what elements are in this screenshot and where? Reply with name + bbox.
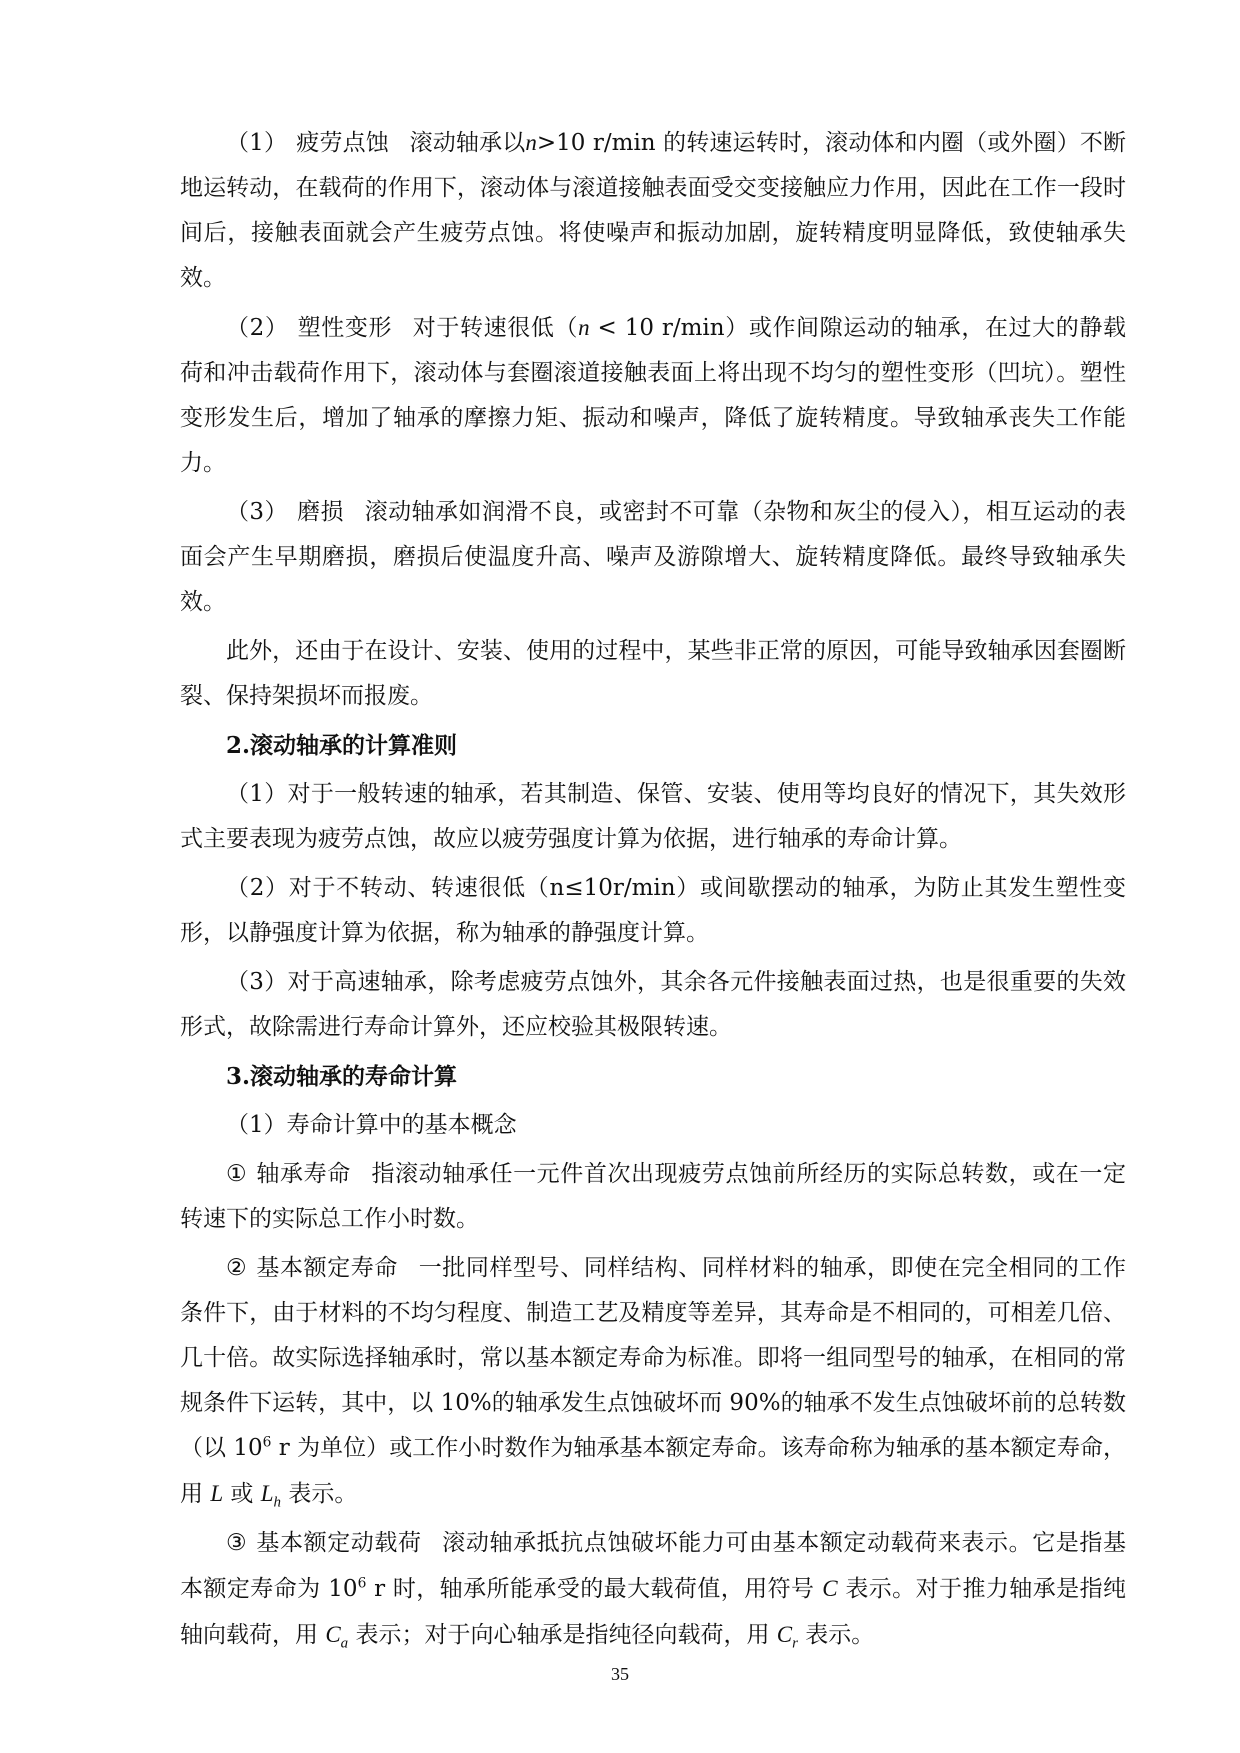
text-span: 一批同样型号、同样结构、同样材料的轴承，即使在完全相同的工作条件下，由于材料的不均匀程度、制造工艺及精度等差异，其寿命是不相同的，可相差几倍、几十倍。故实际选择轴承时，常以基本额定寿命为标准。即将一组同型号的轴承，在相同的常规条件下运转，其中，以 10%的轴承发生点蚀破坏而 90%的轴承不发生点蚀破坏前的总转数（以 10 bbox=[180, 1255, 1127, 1461]
paragraph-bearing-life bbox=[180, 1152, 1126, 1242]
text-span: 滚动轴承如润滑不良，或密封不可靠（杂物和灰尘的侵入），相互运动的表面会产生早期磨损，磨损后使温度升高、噪声及游隙增大、旋转精度降低。最终导致轴承失效。 bbox=[180, 499, 1127, 615]
term-bearing-life: 轴承寿命 bbox=[256, 1161, 351, 1187]
paragraph-rated-dynamic-load bbox=[180, 1521, 1126, 1658]
term-rated-life: 基本额定寿命 bbox=[256, 1255, 398, 1281]
symbol-n: n bbox=[578, 315, 590, 340]
paragraph-wear bbox=[180, 490, 1126, 625]
page-number: 35 bbox=[611, 1664, 629, 1684]
symbol-Ca bbox=[325, 1622, 349, 1652]
paragraph-criteria-3: （3）对于高速轴承，除考虑疲劳点蚀外，其余各元件接触表面过热，也是很重要的失效形式，故除需进行寿命计算外，还应校验其极限转速。 bbox=[180, 969, 1126, 1040]
section-heading-criteria: 2.滚动轴承的计算准则 bbox=[226, 732, 458, 759]
paragraph-fatigue-pitting bbox=[180, 120, 1126, 301]
symbol-Lh bbox=[260, 1481, 281, 1511]
exponent: 6 bbox=[262, 1434, 272, 1451]
text-span: >10 r/min 的转速运转时，滚动体和内圈（或外圈）不断地运转动，在载荷的作用下，滚动体与滚道接触表面受交变接触应力作用，因此在工作一段时间后，接触表面就会产生疲劳点蚀。将使噪声和振动加剧，旋转精度明显降低，致使轴承失效。 bbox=[180, 130, 1127, 291]
document-body bbox=[180, 120, 1126, 1662]
paragraph-other-causes: 此外，还由于在设计、安装、使用的过程中，某些非正常的原因，可能导致轴承因套圈断裂、保持架损坏而报废。 bbox=[180, 638, 1126, 709]
symbol-C: C bbox=[822, 1576, 838, 1601]
symbol-L: L bbox=[210, 1481, 224, 1506]
symbol-n: n bbox=[525, 130, 537, 155]
paragraph-criteria-2: （2）对于不转动、转速很低（n≤10r/min）或间歇摆动的轴承，为防止其发生塑性变形，以静强度计算为依据，称为轴承的静强度计算。 bbox=[180, 875, 1126, 946]
text-span: 表示。对于推力轴承是指纯轴向载荷，用 bbox=[180, 1576, 1127, 1648]
subscript: h bbox=[273, 1494, 281, 1511]
paragraph-rated-life bbox=[180, 1246, 1126, 1517]
item-marker: ① bbox=[226, 1161, 248, 1187]
symbol-letter: L bbox=[260, 1481, 274, 1506]
term-wear: 磨损 bbox=[297, 499, 344, 525]
subscript: a bbox=[340, 1635, 349, 1652]
subscript: r bbox=[792, 1635, 798, 1652]
text-span: 对于转速很低（ bbox=[412, 315, 579, 341]
exponent: 6 bbox=[357, 1575, 367, 1592]
text-span: 指滚动轴承任一元件首次出现疲劳点蚀前所经历的实际总转数，或在一定转速下的实际总工作小时数。 bbox=[180, 1161, 1126, 1232]
text-span: r 时，轴承所能承受的最大载荷值，用符号 bbox=[366, 1576, 815, 1602]
paragraph-plastic-deformation bbox=[180, 305, 1126, 486]
text-span: r 为单位）或工作小时数作为轴承基本额定寿命。该寿命称为轴承的基本额定寿命，用 bbox=[180, 1435, 1126, 1507]
item-marker: ② bbox=[226, 1255, 248, 1281]
text-span: 滚动轴承以 bbox=[409, 130, 526, 156]
paragraph-criteria-1: （1）对于一般转速的轴承，若其制造、保管、安装、使用等均良好的情况下，其失效形式主要表现为疲劳点蚀，故应以疲劳强度计算为依据，进行轴承的寿命计算。 bbox=[180, 781, 1126, 852]
subheading-basic-concepts: （1）寿命计算中的基本概念 bbox=[226, 1112, 517, 1138]
term-plastic-deformation: 塑性变形 bbox=[297, 315, 393, 341]
text-span: 表示；对于向心轴承是指纯径向载荷，用 bbox=[355, 1622, 770, 1648]
symbol-Cr bbox=[776, 1622, 798, 1652]
term-fatigue-pitting: 疲劳点蚀 bbox=[296, 130, 389, 156]
section-heading-life: 3.滚动轴承的寿命计算 bbox=[226, 1063, 458, 1090]
text-span: 或 bbox=[230, 1481, 254, 1507]
text-span: 表示。 bbox=[288, 1481, 358, 1507]
term-rated-dynamic-load: 基本额定动载荷 bbox=[256, 1530, 422, 1556]
text-span: < 10 r/min）或作间隙运动的轴承，在过大的静载荷和冲击载荷作用下，滚动体与套圈滚道接触表面上将出现不均匀的塑性变形（凹坑）。塑性变形发生后，增加了轴承的摩擦力矩、振动和噪声，降低了旋转精度。导致轴承丧失工作能力。 bbox=[180, 315, 1126, 476]
item-marker: ③ bbox=[226, 1530, 248, 1556]
symbol-letter: C bbox=[325, 1622, 341, 1647]
item-marker: （3） bbox=[226, 499, 288, 525]
item-marker: （1） bbox=[226, 130, 288, 156]
text-span: 滚动轴承抵抗点蚀破坏能力可由基本额定动载荷来表示。它是指基本额定寿命为 10 bbox=[180, 1530, 1127, 1602]
item-marker: （2） bbox=[226, 315, 289, 341]
symbol-letter: C bbox=[776, 1622, 793, 1647]
text-span: 表示。 bbox=[805, 1622, 875, 1648]
